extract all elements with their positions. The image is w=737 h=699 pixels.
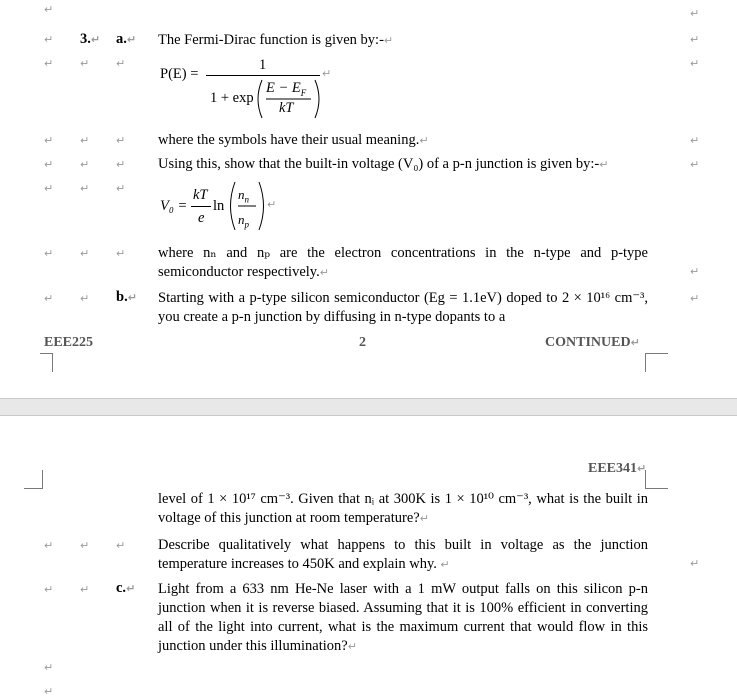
crop-mark <box>645 353 668 372</box>
tab-mark: ↵ <box>80 247 90 260</box>
tab-mark: ↵ <box>44 134 54 147</box>
tab-mark: ↵ <box>80 134 90 147</box>
formula-v0-ln: ln <box>213 198 225 214</box>
crop-mark <box>24 470 43 489</box>
paragraph-mark: ↵ <box>267 198 277 211</box>
paragraph-mark: ↵ <box>690 557 700 570</box>
tab-mark: ↵ <box>44 57 54 70</box>
crop-mark <box>645 470 668 489</box>
formula-fd-inner-denominator: kT <box>279 100 294 116</box>
tab-mark: ↵ <box>80 182 90 195</box>
show-text: Using this, show that the built-in voltage (V₀) of a p-n junction is given by:-↵ <box>158 156 609 172</box>
formula-v0-den: $n_p$ <box>238 212 249 230</box>
header-course: EEE341↵ <box>588 461 647 476</box>
formula-v0-num: $n_n$ <box>238 187 249 205</box>
part-c-text: Light from a 633 nm He-Ne laser with a 1 mW output falls on this silicon p-n junction when it is reverse biased. Assuming that it is 100% efficient in converting all of the light into current, what is the maximum current that would flow in this junction under this illumination?↵ <box>158 581 648 654</box>
formula-v0-lhs: V₀ = <box>160 198 188 214</box>
tab-mark: ↵ <box>44 583 54 596</box>
tab-mark: ↵ <box>80 57 90 70</box>
tab-mark: ↵ <box>116 158 126 171</box>
part-b-describe: Describe qualitatively what happens to this built in voltage as the junction temperature increases to 450K and explain why. ↵ <box>158 537 648 572</box>
tab-mark: ↵ <box>80 292 90 305</box>
tab-mark: ↵ <box>80 539 90 552</box>
tab-mark: ↵ <box>44 158 54 171</box>
tab-mark: ↵ <box>44 182 54 195</box>
tab-mark: ↵ <box>44 539 54 552</box>
paragraph-mark: ↵ <box>690 33 700 46</box>
part-b-text-page2: level of 1 × 10¹⁷ cm⁻³. Given that nᵢ at 300K is 1 × 10¹⁰ cm⁻³, what is the built in voltage of this junction at room temperature?↵ <box>158 491 648 526</box>
tab-mark: ↵ <box>116 134 126 147</box>
part-b-label: b.↵ <box>116 289 137 305</box>
tab-mark: ↵ <box>116 247 126 260</box>
formula-fd-numerator: 1 <box>259 57 267 73</box>
paragraph-mark: ↵ <box>690 134 700 147</box>
paragraph-mark: ↵ <box>44 3 54 16</box>
tab-mark: ↵ <box>44 247 54 260</box>
symbols-note: where the symbols have their usual meaning.↵ <box>158 132 429 148</box>
tab-mark: ↵ <box>80 158 90 171</box>
part-a-label: a.↵ <box>116 31 137 47</box>
page-gap <box>0 398 737 416</box>
part-a-intro: The Fermi-Dirac function is given by:-↵ <box>158 32 394 48</box>
tab-mark: ↵ <box>116 57 126 70</box>
paragraph-mark: ↵ <box>322 67 332 80</box>
formula-fd-fraction-bar <box>206 75 320 76</box>
part-b-text-page1: Starting with a p-type silicon semiconductor (Eg = 1.1eV) doped to 2 × 10¹⁶ cm⁻³, you create a p-n junction by diffusing in n-type dopants to a <box>158 290 648 325</box>
footer-page-number: 2 <box>359 335 366 350</box>
paragraph-mark: ↵ <box>690 265 700 278</box>
question-number: 3.↵ <box>80 31 101 47</box>
crop-mark <box>40 353 53 372</box>
footer-continued: CONTINUED↵ <box>545 335 640 350</box>
footer-course: EEE225 <box>44 335 94 350</box>
paragraph-mark: ↵ <box>690 57 700 70</box>
tab-mark: ↵ <box>44 292 54 305</box>
tab-mark: ↵ <box>80 583 90 596</box>
formula-fd-lhs: P(E) = <box>160 66 199 82</box>
paragraph-mark: ↵ <box>690 292 700 305</box>
tab-mark: ↵ <box>116 539 126 552</box>
formula-v0-frac-den: e <box>198 210 205 226</box>
formula-fd-denom-prefix: 1 + exp <box>210 90 254 106</box>
paragraph-mark: ↵ <box>690 7 700 20</box>
where-text: where nₙ and nₚ are the electron concentrations in the n-type and p-type semiconductor respectively.↵ <box>158 245 648 280</box>
paragraph-mark: ↵ <box>44 685 54 698</box>
formula-v0-fraction-bar <box>191 206 211 207</box>
paragraph-mark: ↵ <box>690 158 700 171</box>
tab-mark: ↵ <box>44 33 54 46</box>
formula-v0-frac-num: kT <box>193 187 208 203</box>
part-c-label: c.↵ <box>116 580 136 596</box>
paragraph-mark: ↵ <box>44 661 54 674</box>
tab-mark: ↵ <box>116 182 126 195</box>
formula-fd-inner-numerator: $E - E_F$ <box>266 80 307 98</box>
